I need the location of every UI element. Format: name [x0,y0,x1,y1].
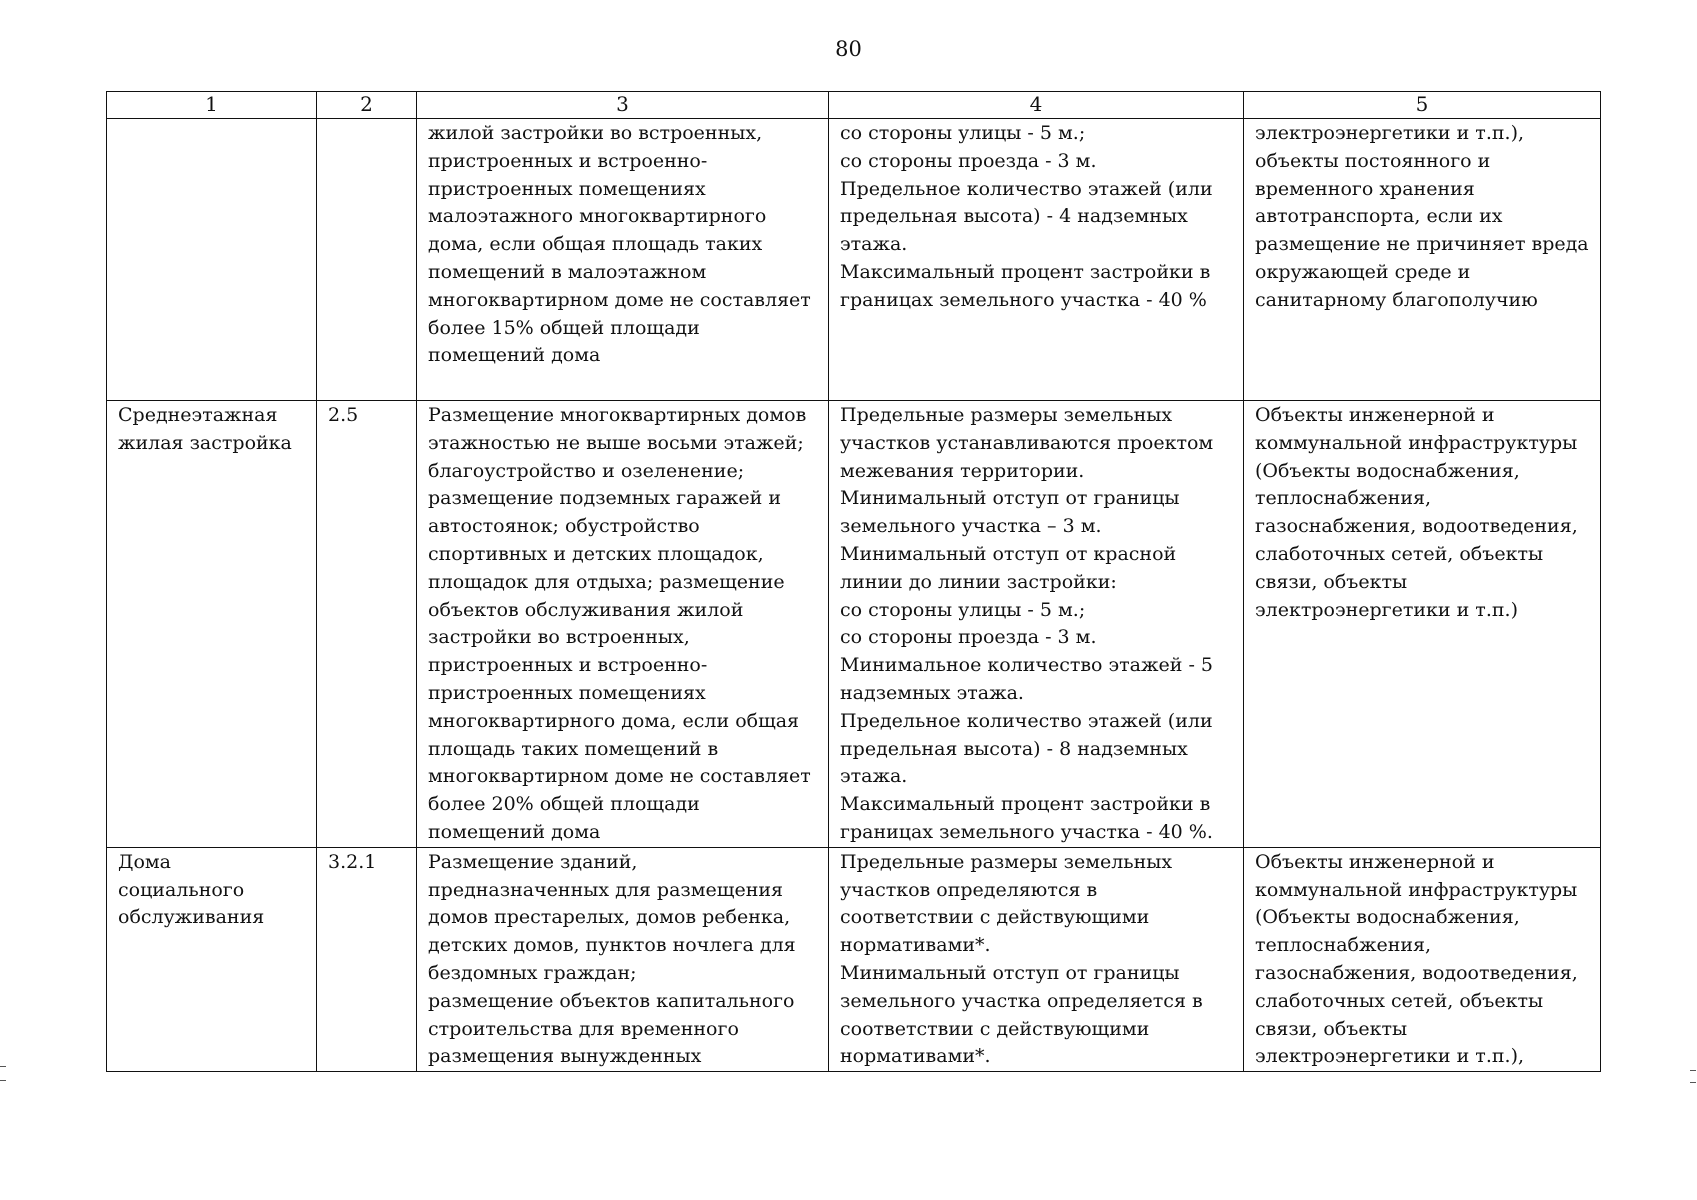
cell-auxiliary-uses: электроэнергетики и т.п.), объекты постоянного и временного хранения автотранспорта, если их размещение не причиняет вреда окружающей среде и санитарному благополучию [1244,119,1601,401]
cell-use-parameters: Предельные размеры земельных участков определяются в соответствии с действующими нормативами*. Минимальный отступ от границы земельного участка определяется в соответствии с действующими нормативами*. [829,847,1244,1071]
cell-use-description: жилой застройки во встроенных, пристроенных и встроенно- пристроенных помещениях малоэтажного многоквартирного дома, если общая площадь таких помещений в малоэтажном многоквартирном доме не составляет более 15% общей площади помещений дома [417,119,829,401]
scan-edge-mark [0,1080,6,1081]
cell-auxiliary-uses: Объекты инженерной и коммунальной инфраструктуры (Объекты водоснабжения, теплоснабжения, газоснабжения, водоотведения, слаботочных сетей, объекты связи, объекты электроэнергетики и т.п.) [1244,401,1601,848]
cell-use-description: Размещение зданий, предназначенных для размещения домов престарелых, домов ребенка, детских домов, пунктов ночлега для бездомных граждан; размещение объектов капитального строительства для временного размещения вынужденных [417,847,829,1071]
cell-use-name: Среднеэтажная жилая застройка [107,401,317,848]
column-number-3: 3 [417,92,829,119]
cell-use-name: Дома социального обслуживания [107,847,317,1071]
column-number-2: 2 [317,92,417,119]
column-number-4: 4 [829,92,1244,119]
column-number-1: 1 [107,92,317,119]
cell-use-code: 2.5 [317,401,417,848]
table-row [107,401,1601,848]
scan-edge-mark [1690,1082,1696,1083]
page-number: 80 [835,37,862,61]
table-header-row [107,92,1601,119]
land-use-table [106,91,1601,1072]
table-row [107,847,1601,1071]
cell-use-parameters: Предельные размеры земельных участков устанавливаются проектом межевания территории. Минимальный отступ от границы земельного участка – 3 м. Минимальный отступ от красной линии до линии застройки: со стороны улицы - 5 м.; со стороны проезда - 3 м. Минимальное количество этажей - 5 надземных этажа. Предельное количество этажей (или предельная высота) - 8 надземных этажа. Максимальный процент застройки в границах земельного участка - 40 %. [829,401,1244,848]
cell-use-parameters: со стороны улицы - 5 м.; со стороны проезда - 3 м. Предельное количество этажей (или предельная высота) - 4 надземных этажа. Максимальный процент застройки в границах земельного участка - 40 % [829,119,1244,401]
cell-auxiliary-uses: Объекты инженерной и коммунальной инфраструктуры (Объекты водоснабжения, теплоснабжения, газоснабжения, водоотведения, слаботочных сетей, объекты связи, объекты электроэнергетики и т.п.), [1244,847,1601,1071]
cell-use-code [317,119,417,401]
cell-use-name [107,119,317,401]
scan-edge-mark [0,1066,6,1067]
cell-use-description: Размещение многоквартирных домов этажностью не выше восьми этажей; благоустройство и озеленение; размещение подземных гаражей и автостоянок; обустройство спортивных и детских площадок, площадок для отдыха; размещение объектов обслуживания жилой застройки во встроенных, пристроенных и встроенно- пристроенных помещениях многоквартирного дома, если общая площадь таких помещений в многоквартирном доме не составляет более 20% общей площади помещений дома [417,401,829,848]
column-number-5: 5 [1244,92,1601,119]
scan-edge-mark [1690,1070,1696,1071]
cell-use-code: 3.2.1 [317,847,417,1071]
table-row [107,119,1601,401]
